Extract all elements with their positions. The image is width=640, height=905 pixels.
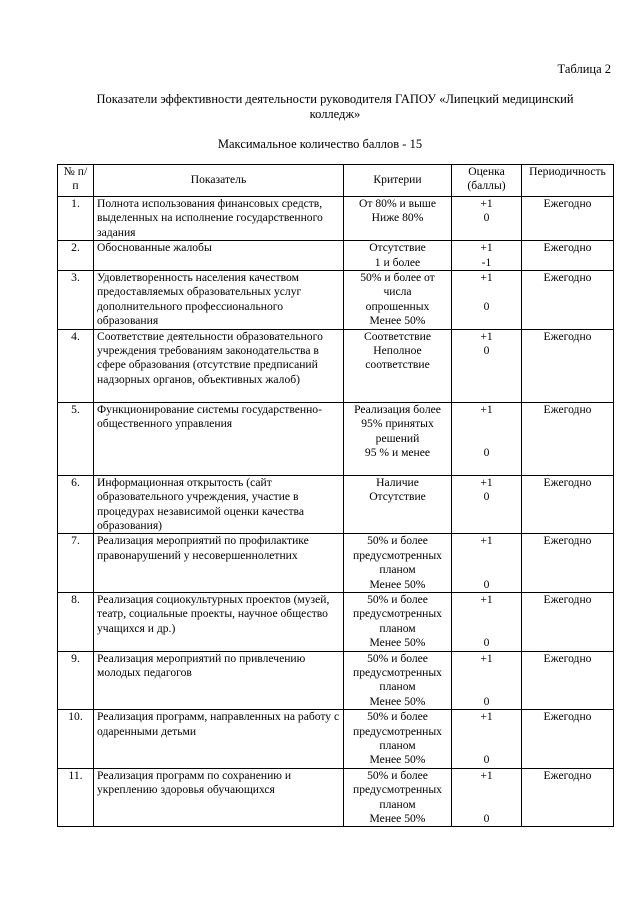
header-score: Оценка (баллы) (452, 165, 522, 197)
table-row (58, 768, 614, 827)
score-line: -1 (481, 255, 492, 269)
row-number: 6. (58, 475, 94, 534)
score-line (455, 739, 518, 753)
row-indicator: Реализация мероприятий по профилактике правонарушений у несовершеннолетних (94, 534, 344, 593)
score-line (455, 563, 518, 577)
row-criteria (344, 710, 452, 769)
header-period: Периодичность (522, 165, 614, 197)
criteria-line: 50% и более (367, 534, 428, 548)
row-indicator: Информационная открытость (сайт образовательного учреждения, участие в процедурах независимой оценки качества образования) (94, 475, 344, 534)
row-period: Ежегодно (522, 271, 614, 330)
criteria-line: Наличие (376, 475, 419, 489)
table-row (58, 710, 614, 769)
score-line: 0 (483, 812, 490, 826)
row-indicator: Соответствие деятельности образовательного учреждения требованиям законодательства в сфере образования (отсутствие предписаний надзорных органов, объективных жалоб) (94, 329, 344, 402)
row-score (452, 592, 522, 651)
criteria-line: числа (383, 285, 412, 299)
score-line (455, 387, 518, 401)
criteria-line: 1 и более (374, 255, 421, 269)
document-title: Показатели эффективности деятельности руководителя ГАПОУ «Липецкий медицинский колледж» (96, 92, 574, 121)
row-number: 3. (58, 271, 94, 330)
table-row (58, 534, 614, 593)
table-row (58, 197, 614, 241)
criteria-line: соответствие (365, 358, 430, 372)
criteria-line: планом (379, 797, 416, 811)
criteria-line (347, 373, 448, 387)
score-line (455, 285, 518, 299)
row-period: Ежегодно (522, 475, 614, 534)
score-line: +1 (480, 592, 493, 606)
criteria-line (347, 226, 448, 240)
row-score (452, 710, 522, 769)
row-period: Ежегодно (522, 241, 614, 271)
criteria-line: опрошенных (365, 299, 430, 313)
row-score (452, 768, 522, 827)
row-criteria (344, 475, 452, 534)
score-line (455, 519, 518, 533)
criteria-line: Отсутствие (369, 241, 426, 255)
row-score (452, 197, 522, 241)
row-number: 2. (58, 241, 94, 271)
criteria-line: Неполное (373, 344, 422, 358)
criteria-line: предусмотренных (353, 783, 442, 797)
criteria-line: Отсутствие (369, 490, 426, 504)
score-line: 0 (483, 577, 490, 591)
header-criteria: Критерии (344, 165, 452, 197)
table-row (58, 402, 614, 475)
score-line (455, 725, 518, 739)
criteria-line: 50% и более (367, 710, 428, 724)
row-score (452, 241, 522, 271)
row-indicator: Реализация социокультурных проектов (музей, театр, социальные проекты, научное общество учащихся и др.) (94, 592, 344, 651)
criteria-line (347, 505, 448, 519)
row-score (452, 651, 522, 710)
score-line: 0 (483, 490, 490, 504)
row-period: Ежегодно (522, 768, 614, 827)
max-score-note: Максимальное количество баллов - 15 (217, 137, 423, 151)
table-row (58, 241, 614, 271)
criteria-line: 95% принятых (361, 417, 434, 431)
row-number: 9. (58, 651, 94, 710)
score-line: +1 (480, 710, 493, 724)
score-line: 0 (483, 636, 490, 650)
score-line: +1 (480, 241, 493, 255)
criteria-line: Менее 50% (369, 636, 426, 650)
row-number: 1. (58, 197, 94, 241)
score-line: +1 (480, 329, 493, 343)
table-label: Таблица 2 (557, 62, 611, 76)
score-line (455, 549, 518, 563)
score-line: 0 (483, 211, 490, 225)
score-line: 0 (483, 694, 490, 708)
criteria-line: предусмотренных (353, 607, 442, 621)
table-row (58, 329, 614, 402)
criteria-line: Менее 50% (369, 753, 426, 767)
table-header-row (58, 165, 614, 197)
table-row (58, 592, 614, 651)
criteria-line: 50% и более от (360, 271, 435, 285)
row-number: 7. (58, 534, 94, 593)
score-line: 0 (483, 753, 490, 767)
criteria-line: 50% и более (367, 651, 428, 665)
table-row (58, 475, 614, 534)
criteria-line: предусмотренных (353, 548, 442, 562)
criteria-line: планом (379, 680, 416, 694)
row-period: Ежегодно (522, 329, 614, 402)
row-score (452, 271, 522, 330)
criteria-line: 50% и более (367, 592, 428, 606)
row-number: 4. (58, 329, 94, 402)
score-line (455, 417, 518, 431)
row-score (452, 402, 522, 475)
row-criteria (344, 241, 452, 271)
score-line: +1 (480, 651, 493, 665)
criteria-line: решений (375, 431, 420, 445)
row-criteria (344, 534, 452, 593)
row-indicator: Реализация программ, направленных на работу с одаренными детьми (94, 710, 344, 769)
row-indicator: Реализация мероприятий по привлечению молодых педагогов (94, 651, 344, 710)
score-line (455, 680, 518, 694)
row-period: Ежегодно (522, 592, 614, 651)
score-line (455, 314, 518, 328)
row-score (452, 475, 522, 534)
row-number: 10. (58, 710, 94, 769)
indicators-table (57, 164, 614, 827)
row-criteria (344, 197, 452, 241)
score-line (455, 460, 518, 474)
row-indicator: Полнота использования финансовых средств, выделенных на исполнение государственного задания (94, 197, 344, 241)
row-period: Ежегодно (522, 651, 614, 710)
score-line: 0 (483, 344, 490, 358)
row-score (452, 329, 522, 402)
row-number: 5. (58, 402, 94, 475)
row-criteria (344, 271, 452, 330)
row-criteria (344, 329, 452, 402)
row-indicator: Реализация программ по сохранению и укреплению здоровья обучающихся (94, 768, 344, 827)
score-line: +1 (480, 475, 493, 489)
table-body (58, 197, 614, 827)
row-indicator: Функционирование системы государственно-общественного управления (94, 402, 344, 475)
header-indicator: Показатель (94, 165, 344, 197)
row-score (452, 534, 522, 593)
score-line (455, 358, 518, 372)
row-number: 11. (58, 768, 94, 827)
criteria-line (347, 387, 448, 401)
criteria-line: планом (379, 621, 416, 635)
criteria-line: планом (379, 563, 416, 577)
row-criteria (344, 651, 452, 710)
criteria-line: планом (379, 739, 416, 753)
table-row (58, 271, 614, 330)
score-line (455, 798, 518, 812)
criteria-line: Реализация более (354, 402, 441, 416)
row-period: Ежегодно (522, 197, 614, 241)
score-line (455, 666, 518, 680)
criteria-line: 50% и более (367, 768, 428, 782)
score-line: 0 (483, 445, 490, 459)
score-line: +1 (480, 402, 493, 416)
criteria-line: предусмотренных (353, 666, 442, 679)
score-line (455, 226, 518, 240)
score-line: +1 (480, 197, 493, 210)
row-period: Ежегодно (522, 402, 614, 475)
row-criteria (344, 402, 452, 475)
row-period: Ежегодно (522, 710, 614, 769)
score-line: +1 (480, 534, 493, 548)
criteria-line (347, 519, 448, 533)
row-indicator: Обоснованные жалобы (94, 241, 344, 271)
criteria-line: Менее 50% (369, 812, 426, 826)
criteria-line: 95 % и менее (364, 445, 431, 459)
score-line (455, 783, 518, 797)
criteria-line: предусмотренных (353, 724, 442, 738)
row-number: 8. (58, 592, 94, 651)
criteria-line: Ниже 80% (371, 211, 424, 225)
table-row (58, 651, 614, 710)
criteria-line: От 80% и выше (359, 197, 436, 210)
criteria-line: Менее 50% (369, 314, 426, 328)
score-line: +1 (480, 768, 493, 782)
score-line: +1 (480, 271, 493, 285)
criteria-line: Менее 50% (369, 577, 426, 591)
score-line (455, 432, 518, 446)
score-line (455, 607, 518, 621)
criteria-line: Соответствие (363, 329, 432, 343)
criteria-line: Менее 50% (369, 694, 426, 708)
row-criteria (344, 592, 452, 651)
score-line (455, 622, 518, 636)
score-line: 0 (483, 299, 490, 313)
row-period: Ежегодно (522, 534, 614, 593)
header-num: № п/п (58, 165, 94, 197)
row-criteria (344, 768, 452, 827)
row-indicator: Удовлетворенность населения качеством предоставляемых образовательных услуг дополнительного профессионального образования (94, 271, 344, 330)
score-line (455, 505, 518, 519)
score-line (455, 373, 518, 387)
criteria-line (347, 460, 448, 474)
